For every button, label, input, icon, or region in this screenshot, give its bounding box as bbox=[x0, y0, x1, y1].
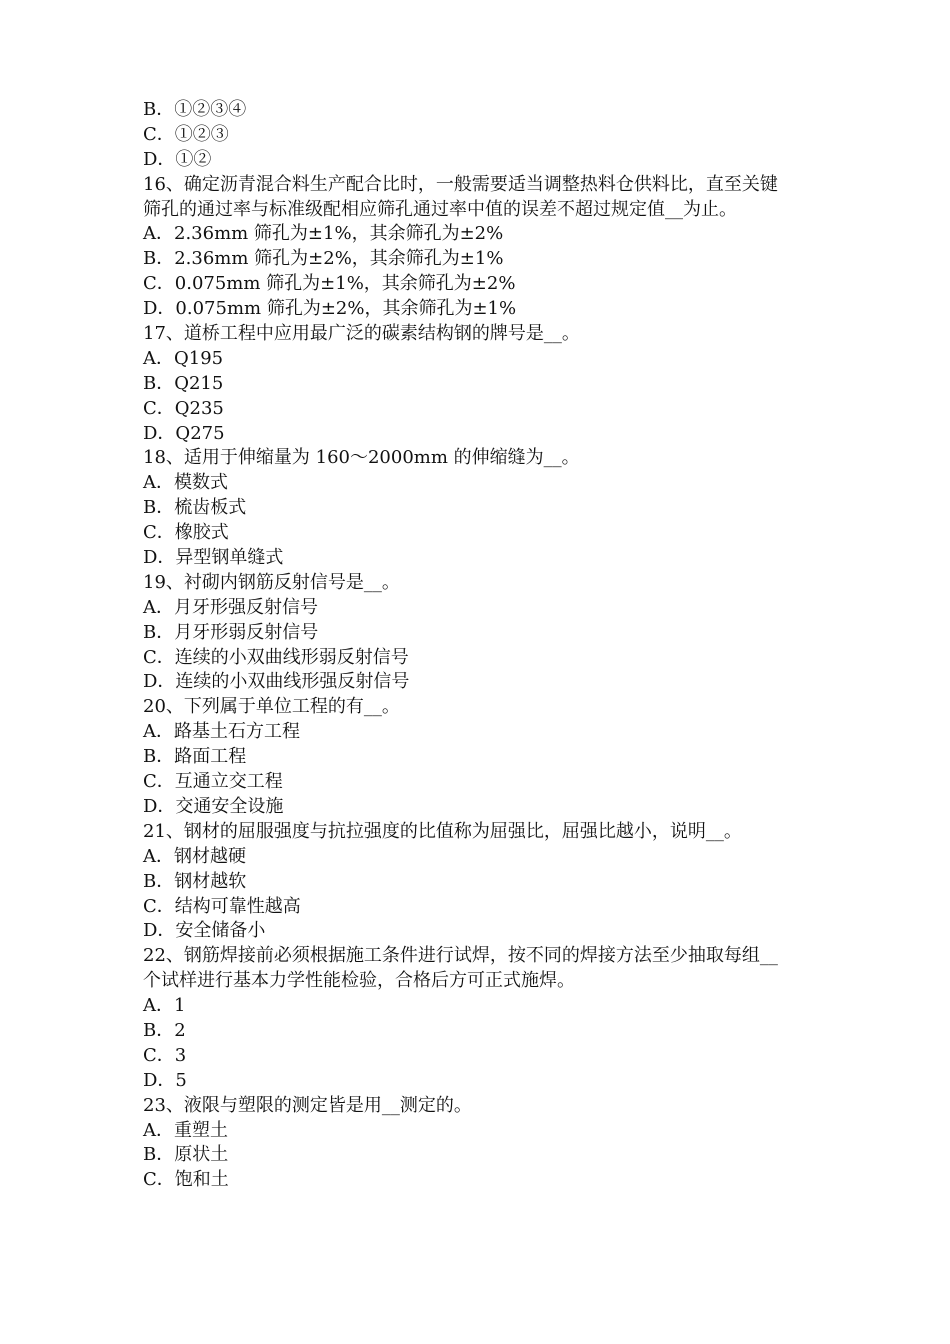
question-20: 20、下列属于单位工程的有__。 bbox=[143, 696, 400, 718]
question-18: 18、适用于伸缩量为 160～2000mm 的伸缩缝为__。 bbox=[143, 447, 580, 469]
option-line: C．Q235 bbox=[143, 397, 224, 419]
option-line: B．路面工程 bbox=[143, 746, 247, 768]
question-22-line-1: 22、钢筋焊接前必须根据施工条件进行试焊，按不同的焊接方法至少抽取每组__ bbox=[143, 945, 778, 967]
option-line: A．钢材越硬 bbox=[143, 845, 246, 867]
option-line: A．路基土石方工程 bbox=[143, 721, 300, 743]
option-line: C．互通立交工程 bbox=[143, 771, 283, 793]
option-line: B．2.36mm 筛孔为±2%，其余筛孔为±1% bbox=[143, 248, 504, 270]
document-body bbox=[143, 98, 811, 1193]
option-line: B．2 bbox=[143, 1019, 186, 1041]
option-line: B．梳齿板式 bbox=[143, 497, 247, 519]
question-19: 19、衬砌内钢筋反射信号是__。 bbox=[143, 571, 400, 593]
option-line: D．①② bbox=[143, 148, 212, 170]
option-line: C．结构可靠性越高 bbox=[143, 895, 301, 917]
question-22-line-2: 个试样进行基本力学性能检验，合格后方可正式施焊。 bbox=[143, 970, 575, 992]
option-line: A．1 bbox=[143, 995, 186, 1017]
question-21: 21、钢材的屈服强度与抗拉强度的比值称为屈强比，屈强比越小，说明__。 bbox=[143, 820, 742, 842]
question-17: 17、道桥工程中应用最广泛的碳素结构钢的牌号是__。 bbox=[143, 323, 580, 345]
option-line: A．模数式 bbox=[143, 472, 228, 494]
option-line: D．异型钢单缝式 bbox=[143, 547, 284, 569]
option-line: D．交通安全设施 bbox=[143, 795, 284, 817]
option-line: B．月牙形弱反射信号 bbox=[143, 621, 319, 643]
option-line: C．0.075mm 筛孔为±1%，其余筛孔为±2% bbox=[143, 273, 516, 295]
option-line: C．①②③ bbox=[143, 123, 229, 145]
question-16-line-1: 16、确定沥青混合料生产配合比时，一般需要适当调整热料仓供料比，直至关键 bbox=[143, 173, 778, 195]
option-line: C．橡胶式 bbox=[143, 522, 229, 544]
option-line: C．饱和土 bbox=[143, 1169, 229, 1191]
option-line: A．重塑土 bbox=[143, 1119, 228, 1141]
option-line: D．连续的小双曲线形强反射信号 bbox=[143, 671, 410, 693]
option-line: D．安全储备小 bbox=[143, 920, 266, 942]
question-23: 23、液限与塑限的测定皆是用__测定的。 bbox=[143, 1094, 472, 1116]
option-line: C．连续的小双曲线形弱反射信号 bbox=[143, 646, 409, 668]
question-16-line-2: 筛孔的通过率与标准级配相应筛孔通过率中值的误差不超过规定值__为止。 bbox=[143, 198, 737, 220]
option-line: C．3 bbox=[143, 1044, 187, 1066]
option-line: A．月牙形强反射信号 bbox=[143, 596, 318, 618]
option-line: A．Q195 bbox=[143, 347, 224, 369]
option-line: B．钢材越软 bbox=[143, 870, 247, 892]
option-line: B．原状土 bbox=[143, 1144, 229, 1166]
option-line: B．①②③④ bbox=[143, 99, 247, 120]
option-line: A．2.36mm 筛孔为±1%，其余筛孔为±2% bbox=[143, 223, 504, 245]
option-line: D．Q275 bbox=[143, 422, 225, 444]
option-line: D．5 bbox=[143, 1069, 187, 1091]
option-line: B．Q215 bbox=[143, 372, 224, 394]
option-line: D．0.075mm 筛孔为±2%，其余筛孔为±1% bbox=[143, 298, 517, 320]
